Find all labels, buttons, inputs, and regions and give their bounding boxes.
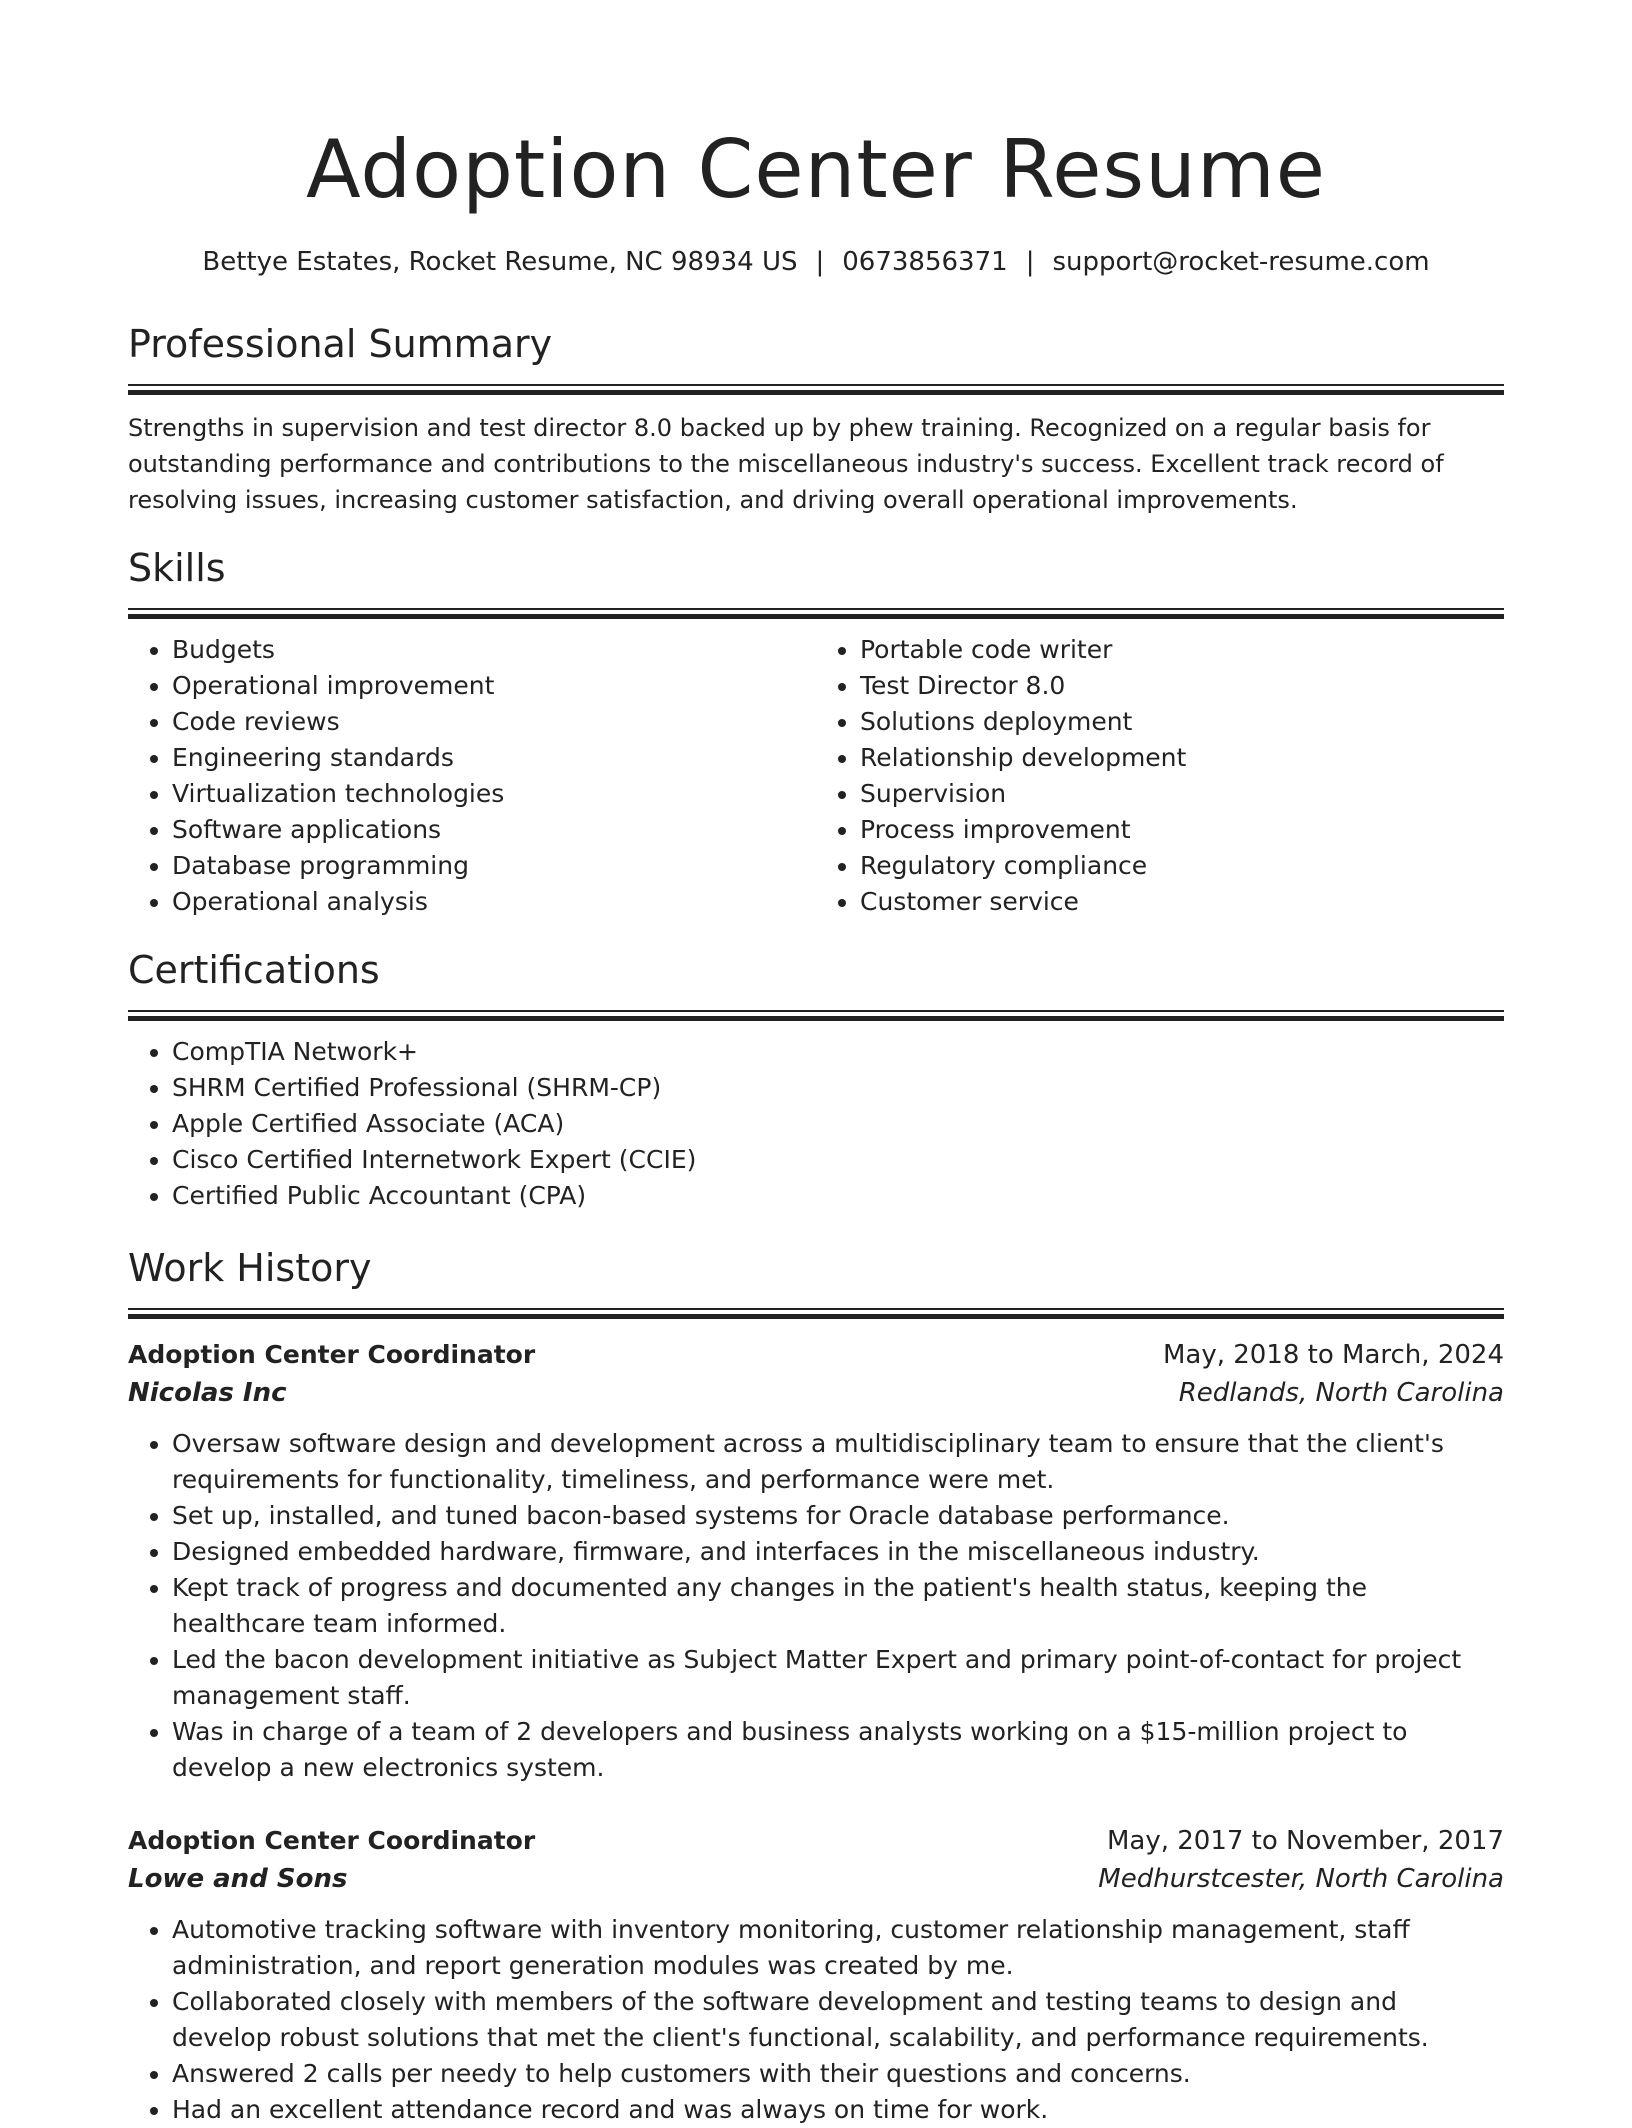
job-title: Adoption Center Coordinator <box>128 1340 536 1369</box>
skill-item: • Process improvement <box>860 812 1504 848</box>
skill-item: • Regulatory compliance <box>860 848 1504 884</box>
job-bullet: • Kept track of progress and documented any changes in the patient's health status, keeping the healthcare team informed. <box>172 1570 1504 1642</box>
job-bullet: • Oversaw software design and development across a multidisciplinary team to ensure that the client's requirements for functionality, timeliness, and performance were met. <box>172 1426 1504 1498</box>
skill-item: • Relationship development <box>860 740 1504 776</box>
contact-separator: | <box>1025 247 1035 277</box>
job-title: Adoption Center Coordinator <box>128 1826 536 1855</box>
job-header-row <box>128 1336 1504 1374</box>
section-heading: Skills <box>128 546 226 590</box>
skill-item: • Solutions deployment <box>860 704 1504 740</box>
summary-text: Strengths in supervision and test director 8.0 backed up by phew training. Recognized on a regular basis for outstanding performance and contributions to the miscellaneous industry's success. Excellent track record of resolving issues, increasing customer satisfaction, and driving overall operational improvements. <box>128 414 1444 514</box>
job-company: Nicolas Inc <box>128 1378 287 1408</box>
contact-address: Bettye Estates, Rocket Resume, NC 98934 US <box>202 247 798 277</box>
job-location: Redlands, North Carolina <box>1178 1378 1504 1408</box>
section-divider <box>128 1010 1504 1022</box>
contact-separator: | <box>815 247 825 277</box>
certification-item: • SHRM Certified Professional (SHRM-CP) <box>172 1070 1504 1106</box>
skill-item: • Software applications <box>172 812 816 848</box>
professional-summary-section <box>128 320 1504 518</box>
skill-item: • Budgets <box>172 632 816 668</box>
section-divider <box>128 608 1504 620</box>
skill-item: • Virtualization technologies <box>172 776 816 812</box>
skill-item: • Operational improvement <box>172 668 816 704</box>
resume-title: Adoption Center Resume <box>306 123 1326 216</box>
job-company-row <box>128 1860 1504 1898</box>
job-header-row <box>128 1822 1504 1860</box>
certification-item: • Cisco Certified Internetwork Expert (CCIE) <box>172 1142 1504 1178</box>
section-divider <box>128 1308 1504 1320</box>
section-heading: Certifications <box>128 948 380 992</box>
job-bullet: • Designed embedded hardware, firmware, and interfaces in the miscellaneous industry. <box>172 1534 1504 1570</box>
skills-list-right <box>816 632 1504 920</box>
certifications-list <box>128 1034 1504 1214</box>
work-history-section <box>128 1244 1504 2128</box>
skill-item: • Code reviews <box>172 704 816 740</box>
skill-item: • Engineering standards <box>172 740 816 776</box>
job-bullet: • Set up, installed, and tuned bacon-based systems for Oracle database performance. <box>172 1498 1504 1534</box>
skills-list-left <box>128 632 816 920</box>
section-divider <box>128 384 1504 396</box>
job-company-row <box>128 1374 1504 1412</box>
job-bullets <box>128 1912 1504 2128</box>
contact-phone: 0673856371 <box>842 247 1008 277</box>
skills-section <box>128 544 1504 920</box>
job-entry <box>128 1336 1504 1786</box>
contact-line <box>128 244 1504 280</box>
job-bullets <box>128 1426 1504 1786</box>
skill-item: • Database programming <box>172 848 816 884</box>
certification-item: • Certified Public Accountant (CPA) <box>172 1178 1504 1214</box>
skills-columns <box>128 632 1504 920</box>
job-location: Medhurstcester, North Carolina <box>1098 1864 1504 1894</box>
job-dates: May, 2017 to November, 2017 <box>1106 1826 1504 1856</box>
skill-item: • Supervision <box>860 776 1504 812</box>
skill-item: • Customer service <box>860 884 1504 920</box>
job-bullet: • Automotive tracking software with inventory monitoring, customer relationship management, staff administration, and report generation modules was created by me. <box>172 1912 1504 1984</box>
skill-item: • Test Director 8.0 <box>860 668 1504 704</box>
section-heading: Professional Summary <box>128 322 553 366</box>
certification-item: • Apple Certified Associate (ACA) <box>172 1106 1504 1142</box>
skill-item: • Portable code writer <box>860 632 1504 668</box>
certifications-section <box>128 946 1504 1214</box>
certification-item: • CompTIA Network+ <box>172 1034 1504 1070</box>
job-bullet: • Led the bacon development initiative as Subject Matter Expert and primary point-of-contact for project management staff. <box>172 1642 1504 1714</box>
job-bullet: • Answered 2 calls per needy to help customers with their questions and concerns. <box>172 2056 1504 2092</box>
contact-email: support@rocket-resume.com <box>1052 247 1430 277</box>
job-dates: May, 2018 to March, 2024 <box>1162 1340 1504 1370</box>
job-bullet: • Collaborated closely with members of the software development and testing teams to design and develop robust solutions that met the client's functional, scalability, and performance requirements. <box>172 1984 1504 2056</box>
job-company: Lowe and Sons <box>128 1864 348 1894</box>
job-bullet: • Had an excellent attendance record and was always on time for work. <box>172 2092 1504 2128</box>
skill-item: • Operational analysis <box>172 884 816 920</box>
section-heading: Work History <box>128 1246 372 1290</box>
job-entry <box>128 1822 1504 2128</box>
job-bullet: • Was in charge of a team of 2 developers and business analysts working on a $15-million project to develop a new electronics system. <box>172 1714 1504 1786</box>
